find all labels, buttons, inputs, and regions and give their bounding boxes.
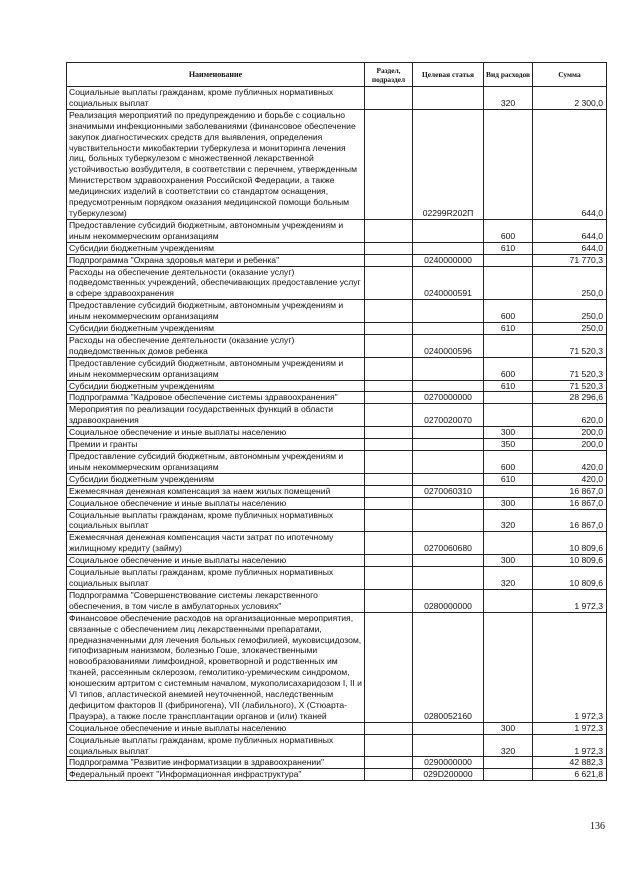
cell-vid: 610 (484, 323, 533, 335)
cell-razdel (365, 109, 413, 219)
cell-summa: 1 972,3 (533, 734, 607, 757)
cell-vid (484, 485, 533, 497)
cell-summa: 16 867,0 (533, 509, 607, 532)
cell-vid: 600 (484, 357, 533, 380)
table-row (67, 485, 607, 497)
cell-celevaya (413, 473, 484, 485)
cell-name: Ежемесячная денежная компенсация за наем жилых помещений (67, 485, 365, 497)
cell-celevaya: 0240000591 (413, 266, 484, 300)
cell-summa: 250,0 (533, 266, 607, 300)
cell-celevaya: 02299R202П (413, 109, 484, 219)
table-row (67, 532, 607, 555)
cell-name: Субсидии бюджетным учреждениям (67, 323, 365, 335)
cell-razdel (365, 451, 413, 474)
cell-vid: 320 (484, 567, 533, 590)
cell-razdel (365, 357, 413, 380)
cell-name: Социальное обеспечение и иные выплаты населению (67, 555, 365, 567)
cell-summa: 71 520,3 (533, 380, 607, 392)
cell-vid (484, 404, 533, 427)
cell-name: Предоставление субсидий бюджетным, автономным учреждениям и иным некоммерческим организациям (67, 300, 365, 323)
cell-razdel (365, 722, 413, 734)
cell-summa: 10 809,6 (533, 555, 607, 567)
cell-celevaya: 029D200000 (413, 769, 484, 781)
cell-razdel (365, 87, 413, 110)
cell-summa: 28 296,6 (533, 392, 607, 404)
cell-celevaya (413, 242, 484, 254)
cell-razdel (365, 509, 413, 532)
cell-razdel (365, 334, 413, 357)
cell-vid: 320 (484, 509, 533, 532)
cell-name: Социальные выплаты гражданам, кроме публичных нормативных социальных выплат (67, 567, 365, 590)
cell-celevaya (413, 497, 484, 509)
cell-celevaya: 0240000596 (413, 334, 484, 357)
cell-summa: 71 520,3 (533, 357, 607, 380)
cell-name: Подпрограмма "Охрана здоровья матери и ребенка" (67, 254, 365, 266)
cell-celevaya (413, 509, 484, 532)
cell-name: Подпрограмма "Развитие информатизации в здравоохранении" (67, 757, 365, 769)
cell-razdel (365, 769, 413, 781)
cell-vid (484, 769, 533, 781)
cell-summa: 42 882,3 (533, 757, 607, 769)
page-number: 136 (590, 821, 605, 832)
table-row (67, 392, 607, 404)
cell-celevaya (413, 567, 484, 590)
cell-razdel (365, 555, 413, 567)
cell-summa: 1 972,3 (533, 589, 607, 612)
cell-vid: 600 (484, 219, 533, 242)
cell-vid: 300 (484, 427, 533, 439)
table-header-row (67, 63, 607, 87)
cell-celevaya (413, 734, 484, 757)
cell-razdel (365, 254, 413, 266)
table-row (67, 87, 607, 110)
cell-summa: 16 867,0 (533, 497, 607, 509)
cell-vid: 300 (484, 555, 533, 567)
cell-summa: 644,0 (533, 219, 607, 242)
cell-celevaya (413, 427, 484, 439)
table-row (67, 734, 607, 757)
cell-vid (484, 589, 533, 612)
cell-summa: 71 770,3 (533, 254, 607, 266)
table-row (67, 722, 607, 734)
cell-celevaya (413, 87, 484, 110)
cell-vid: 610 (484, 380, 533, 392)
cell-vid (484, 532, 533, 555)
cell-celevaya: 0270020070 (413, 404, 484, 427)
cell-razdel (365, 266, 413, 300)
cell-razdel (365, 485, 413, 497)
cell-celevaya: 0270060680 (413, 532, 484, 555)
cell-name: Федеральный проект "Информационная инфраструктура" (67, 769, 365, 781)
table-row (67, 242, 607, 254)
cell-razdel (365, 757, 413, 769)
budget-table (66, 62, 607, 781)
cell-razdel (365, 380, 413, 392)
header-summa: Сумма (533, 63, 607, 87)
cell-vid: 320 (484, 734, 533, 757)
table-row (67, 612, 607, 722)
cell-summa: 200,0 (533, 439, 607, 451)
cell-razdel (365, 323, 413, 335)
cell-name: Социальное обеспечение и иные выплаты населению (67, 497, 365, 509)
cell-name: Субсидии бюджетным учреждениям (67, 380, 365, 392)
cell-summa: 6 621,8 (533, 769, 607, 781)
table-body (67, 87, 607, 781)
cell-razdel (365, 734, 413, 757)
cell-vid: 320 (484, 87, 533, 110)
cell-summa: 420,0 (533, 451, 607, 474)
table-row (67, 509, 607, 532)
table-row (67, 567, 607, 590)
header-razdel: Раздел, подраздел (365, 63, 413, 87)
cell-summa: 250,0 (533, 300, 607, 323)
cell-name: Финансовое обеспечение расходов на организационные мероприятия, связанные с обеспечением лиц лекарственными препаратами, предназначенными для лечения больных гемофилией, муковисцидозом, гипофизарным нанизмом, болезнью Гоше, злокачественными новообразованиями лимфоидной, кроветворной и родственных им тканей, рассеянным склерозом, гемолитико-уремическим синдромом, юношеским артритом с системным началом, мукополисахаридозом I, II и VI типов, апластической анемией неуточненной, наследственным дефицитом факторов II (фибриногена), VII (лабильного), Х (Стюарта-Прауэра), а также после трансплантации органов и (или) тканей (67, 612, 365, 722)
cell-summa: 10 809,6 (533, 532, 607, 555)
cell-razdel (365, 589, 413, 612)
cell-summa: 200,0 (533, 427, 607, 439)
cell-vid: 300 (484, 497, 533, 509)
cell-vid: 610 (484, 242, 533, 254)
table-row (67, 473, 607, 485)
cell-celevaya (413, 300, 484, 323)
header-celevaya: Целевая статья (413, 63, 484, 87)
cell-vid (484, 109, 533, 219)
cell-vid (484, 392, 533, 404)
header-vid: Вид расходов (484, 63, 533, 87)
table-row (67, 380, 607, 392)
cell-celevaya (413, 722, 484, 734)
cell-celevaya (413, 451, 484, 474)
cell-razdel (365, 567, 413, 590)
cell-vid (484, 254, 533, 266)
table-row (67, 266, 607, 300)
cell-summa: 644,0 (533, 109, 607, 219)
cell-celevaya (413, 439, 484, 451)
cell-celevaya: 0280052160 (413, 612, 484, 722)
table-row (67, 451, 607, 474)
cell-celevaya (413, 380, 484, 392)
cell-celevaya: 0270060310 (413, 485, 484, 497)
cell-name: Подпрограмма "Кадровое обеспечение системы здравоохранения" (67, 392, 365, 404)
cell-summa: 420,0 (533, 473, 607, 485)
cell-name: Подпрограмма "Совершенствование системы лекарственного обеспечения, в том числе в амбулаторных условиях" (67, 589, 365, 612)
cell-summa: 2 300,0 (533, 87, 607, 110)
cell-name: Ежемесячная денежная компенсация части затрат по ипотечному жилищному кредиту (займу) (67, 532, 365, 555)
cell-vid: 610 (484, 473, 533, 485)
cell-razdel (365, 612, 413, 722)
cell-celevaya: 0240000000 (413, 254, 484, 266)
cell-summa: 71 520,3 (533, 334, 607, 357)
cell-razdel (365, 497, 413, 509)
cell-celevaya: 0270000000 (413, 392, 484, 404)
cell-celevaya: 0290000000 (413, 757, 484, 769)
cell-name: Социальное обеспечение и иные выплаты населению (67, 722, 365, 734)
cell-razdel (365, 219, 413, 242)
table-row (67, 219, 607, 242)
cell-name: Социальные выплаты гражданам, кроме публичных нормативных социальных выплат (67, 509, 365, 532)
cell-razdel (365, 242, 413, 254)
table-row (67, 254, 607, 266)
cell-name: Предоставление субсидий бюджетным, автономным учреждениям и иным некоммерческим организациям (67, 219, 365, 242)
cell-name: Социальное обеспечение и иные выплаты населению (67, 427, 365, 439)
table-row (67, 757, 607, 769)
table-row (67, 497, 607, 509)
cell-name: Расходы на обеспечение деятельности (оказание услуг) подведомственных домов ребенка (67, 334, 365, 357)
table-row (67, 769, 607, 781)
table-row (67, 109, 607, 219)
cell-name: Социальные выплаты гражданам, кроме публичных нормативных социальных выплат (67, 734, 365, 757)
cell-name: Социальные выплаты гражданам, кроме публичных нормативных социальных выплат (67, 87, 365, 110)
cell-razdel (365, 404, 413, 427)
cell-razdel (365, 427, 413, 439)
cell-vid (484, 757, 533, 769)
table-row (67, 300, 607, 323)
table-row (67, 404, 607, 427)
cell-celevaya: 0280000000 (413, 589, 484, 612)
cell-name: Субсидии бюджетным учреждениям (67, 242, 365, 254)
cell-celevaya (413, 555, 484, 567)
cell-name: Мероприятия по реализации государственных функций в области здравоохранения (67, 404, 365, 427)
cell-summa: 1 972,3 (533, 722, 607, 734)
cell-vid: 350 (484, 439, 533, 451)
cell-razdel (365, 473, 413, 485)
table-row (67, 323, 607, 335)
table-row (67, 589, 607, 612)
cell-vid (484, 334, 533, 357)
cell-name: Расходы на обеспечение деятельности (оказание услуг) подведомственных учреждений, обеспечивающих предоставление услуг в сфере здравоохранения (67, 266, 365, 300)
cell-vid (484, 612, 533, 722)
header-name: Наименование (67, 63, 365, 87)
cell-name: Предоставление субсидий бюджетным, автономным учреждениям и иным некоммерческим организациям (67, 357, 365, 380)
table-row (67, 439, 607, 451)
cell-name: Премии и гранты (67, 439, 365, 451)
cell-name: Субсидии бюджетным учреждениям (67, 473, 365, 485)
cell-razdel (365, 532, 413, 555)
cell-vid: 600 (484, 451, 533, 474)
cell-celevaya (413, 219, 484, 242)
cell-razdel (365, 300, 413, 323)
table-row (67, 427, 607, 439)
cell-vid (484, 266, 533, 300)
cell-vid: 300 (484, 722, 533, 734)
cell-celevaya (413, 323, 484, 335)
cell-summa: 1 972,3 (533, 612, 607, 722)
cell-name: Реализация мероприятий по предупреждению и борьбе с социально значимыми инфекционными заболеваниями (финансовое обеспечение закупок диагностических средств для выявления, определения чувствительности микобактерии туберкулеза и мониторинга лечения лиц, больных туберкулезом с множественной лекарственной устойчивостью возбудителя, в соответствии с перечнем, утвержденным Министерством здравоохранения Российской Федерации, а также медицинских изделий в соответствии со стандартом оснащения, предусмотренным порядком оказания медицинской помощи больным туберкулезом) (67, 109, 365, 219)
cell-vid: 600 (484, 300, 533, 323)
cell-summa: 644,0 (533, 242, 607, 254)
cell-celevaya (413, 357, 484, 380)
table-row (67, 334, 607, 357)
cell-summa: 10 809,6 (533, 567, 607, 590)
cell-summa: 620,0 (533, 404, 607, 427)
cell-summa: 250,0 (533, 323, 607, 335)
table-row (67, 357, 607, 380)
table-row (67, 555, 607, 567)
cell-name: Предоставление субсидий бюджетным, автономным учреждениям и иным некоммерческим организациям (67, 451, 365, 474)
cell-razdel (365, 392, 413, 404)
cell-razdel (365, 439, 413, 451)
cell-summa: 16 867,0 (533, 485, 607, 497)
